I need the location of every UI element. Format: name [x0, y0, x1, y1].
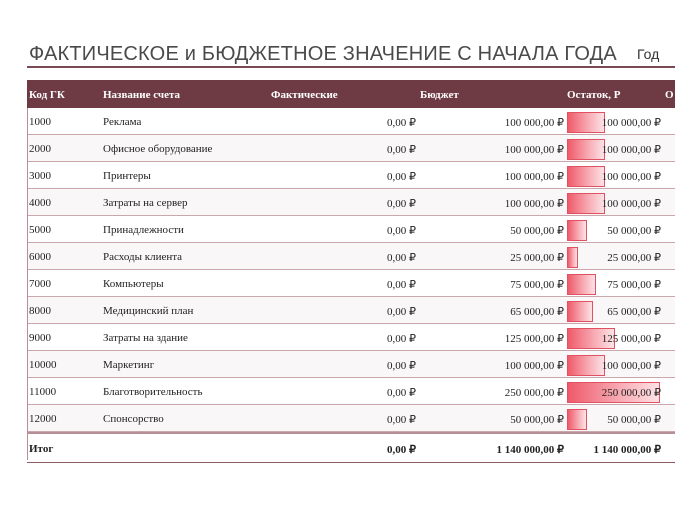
cell-balance: 50 000,00 ₽	[607, 225, 661, 237]
cell-budget: 100 000,00 ₽	[504, 144, 564, 156]
cell-account-name: Благотворительность	[103, 386, 203, 398]
table-row[interactable]	[27, 108, 675, 135]
total-row	[27, 432, 675, 463]
table-row[interactable]	[27, 189, 675, 216]
cell-balance: 125 000,00 ₽	[601, 333, 661, 345]
total-balance: 1 140 000,00 ₽	[593, 444, 661, 456]
table-row[interactable]	[27, 243, 675, 270]
balance-data-bar	[567, 301, 593, 322]
cell-actual: 0,00 ₽	[387, 225, 416, 237]
cell-code: 4000	[29, 197, 51, 209]
cell-budget: 50 000,00 ₽	[510, 225, 564, 237]
col-name-header[interactable]: Название счета	[103, 89, 181, 101]
cell-budget: 65 000,00 ₽	[510, 306, 564, 318]
cell-actual: 0,00 ₽	[387, 144, 416, 156]
cell-code: 7000	[29, 278, 51, 290]
table-body	[27, 108, 675, 432]
cell-balance: 100 000,00 ₽	[601, 144, 661, 156]
cell-budget: 100 000,00 ₽	[504, 171, 564, 183]
cell-actual: 0,00 ₽	[387, 333, 416, 345]
cell-balance: 65 000,00 ₽	[607, 306, 661, 318]
cell-balance: 100 000,00 ₽	[601, 171, 661, 183]
cell-budget: 125 000,00 ₽	[504, 333, 564, 345]
cell-actual: 0,00 ₽	[387, 306, 416, 318]
cell-code: 10000	[29, 359, 57, 371]
table-row[interactable]	[27, 324, 675, 351]
cell-account-name: Реклама	[103, 116, 142, 128]
cell-budget: 100 000,00 ₽	[504, 360, 564, 372]
cell-account-name: Затраты на здание	[103, 332, 188, 344]
total-label: Итог	[29, 443, 54, 455]
balance-data-bar	[567, 220, 587, 241]
cell-code: 11000	[29, 386, 57, 398]
cell-balance: 25 000,00 ₽	[607, 252, 661, 264]
total-actual: 0,00 ₽	[387, 444, 416, 456]
table-row[interactable]	[27, 216, 675, 243]
cell-balance: 50 000,00 ₽	[607, 414, 661, 426]
table-row[interactable]	[27, 378, 675, 405]
balance-data-bar	[567, 139, 605, 160]
year-label: Год	[637, 46, 660, 62]
cell-balance: 100 000,00 ₽	[601, 198, 661, 210]
table-row[interactable]	[27, 351, 675, 378]
table-header	[27, 80, 675, 108]
table-left-rule	[27, 108, 28, 460]
col-cut-header[interactable]: О	[665, 89, 674, 101]
cell-budget: 75 000,00 ₽	[510, 279, 564, 291]
balance-data-bar	[567, 166, 605, 187]
cell-account-name: Компьютеры	[103, 278, 164, 290]
cell-account-name: Расходы клиента	[103, 251, 183, 263]
cell-account-name: Принтеры	[103, 170, 151, 182]
balance-data-bar	[567, 247, 578, 268]
table-row[interactable]	[27, 162, 675, 189]
col-actual-header[interactable]: Фактические	[271, 89, 338, 101]
cell-budget: 25 000,00 ₽	[510, 252, 564, 264]
cell-budget: 100 000,00 ₽	[504, 117, 564, 129]
cell-code: 1000	[29, 116, 51, 128]
cell-actual: 0,00 ₽	[387, 387, 416, 399]
table-row[interactable]	[27, 405, 675, 432]
balance-data-bar	[567, 409, 587, 430]
cell-code: 3000	[29, 170, 51, 182]
cell-actual: 0,00 ₽	[387, 360, 416, 372]
cell-code: 8000	[29, 305, 51, 317]
page-title: ФАКТИЧЕСКОЕ и БЮДЖЕТНОЕ ЗНАЧЕНИЕ С НАЧАЛА ГОДА	[29, 43, 617, 65]
table-row[interactable]	[27, 270, 675, 297]
col-budget-header[interactable]: Бюджет	[420, 89, 459, 101]
cell-code: 12000	[29, 413, 57, 425]
cell-budget: 250 000,00 ₽	[504, 387, 564, 399]
cell-account-name: Принадлежности	[103, 224, 184, 236]
cell-actual: 0,00 ₽	[387, 279, 416, 291]
cell-account-name: Затраты на сервер	[103, 197, 188, 209]
cell-account-name: Маркетинг	[103, 359, 155, 371]
balance-data-bar	[567, 355, 605, 376]
cell-budget: 100 000,00 ₽	[504, 198, 564, 210]
cell-account-name: Спонсорство	[103, 413, 164, 425]
cell-actual: 0,00 ₽	[387, 117, 416, 129]
cell-code: 6000	[29, 251, 51, 263]
cell-code: 2000	[29, 143, 51, 155]
table-row[interactable]	[27, 135, 675, 162]
cell-actual: 0,00 ₽	[387, 171, 416, 183]
cell-code: 5000	[29, 224, 51, 236]
total-budget: 1 140 000,00 ₽	[496, 444, 564, 456]
table-row[interactable]	[27, 297, 675, 324]
cell-balance: 100 000,00 ₽	[601, 360, 661, 372]
balance-data-bar	[567, 112, 605, 133]
cell-balance: 75 000,00 ₽	[607, 279, 661, 291]
col-balance-header[interactable]: Остаток, Р	[567, 89, 621, 101]
cell-actual: 0,00 ₽	[387, 414, 416, 426]
cell-actual: 0,00 ₽	[387, 198, 416, 210]
cell-account-name: Медицинский план	[103, 305, 194, 317]
title-rule	[27, 66, 675, 68]
balance-data-bar	[567, 193, 605, 214]
balance-data-bar	[567, 274, 596, 295]
cell-balance: 250 000,00 ₽	[601, 387, 661, 399]
cell-account-name: Офисное оборудование	[103, 143, 213, 155]
cell-budget: 50 000,00 ₽	[510, 414, 564, 426]
cell-balance: 100 000,00 ₽	[601, 117, 661, 129]
budget-table	[27, 80, 675, 463]
col-code-header[interactable]: Код ГК	[29, 89, 65, 101]
cell-actual: 0,00 ₽	[387, 252, 416, 264]
cell-code: 9000	[29, 332, 51, 344]
